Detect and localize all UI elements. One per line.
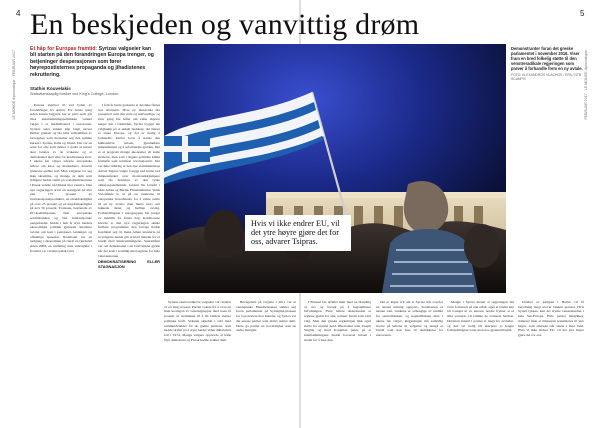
photo-illustration (164, 44, 506, 293)
text-column-8 (518, 300, 584, 421)
column-7-text: Mange i Syriza mener at regjeringen må være forberedt på alle utfall, også at landet kan bli tvunget ut av euroen. Andre frykter at et slikt scenario vil ramme de svakeste hardest. Debatten internt i partiet er langt fra avsluttet, og den vil trolig bli skarpere jo lengre forhandlingene varer uten noe gjennombrudd. (447, 300, 514, 333)
pull-quote: Hvis vi ikke endrer EU, vil det ytre høyre gjøre det for oss, advarer Tsipras. (245, 215, 351, 251)
text-column-1 (30, 103, 92, 421)
column-8-text: Utfallet av kampen i Hellas vil få betydning langt utover landets grenser. Hvis Syriza lykkes, kan det styrke venstrekrefter i hele Sør-Europa. Hvis partiet mislykkes, risikerer man at misnøyen kanaliseres til ytre høyre, som allerede står sterkt i flere land. Hvis vi ikke endrer EU, vil det ytre høyre gjøre det for oss. (518, 300, 584, 337)
byline-role: Statsvitenskaplig forsker ved King's College, London (30, 92, 119, 96)
photo-caption (511, 46, 583, 81)
byline (30, 86, 158, 96)
subheading: DEMOKRATISERING ELLER STAGNASJON (98, 259, 160, 269)
protest-flag-photo (164, 44, 506, 293)
column-3-text: Syrizas ekstraordinære valgseier var resultat av en lang prosess. Partiet vokste fra å være en liten koalisjon av venstregrupper med noen få prosent av stemmene til å bli landets største politiske kraft. Veksten skjedde i takt med sammenbruddet for de gamle partiene, som hadde skiftet på å styre landet siden diktaturets fall i 1974. Mange velgere opplevde at både Nytt demokrati og Pasok hadde sviktet dem. (164, 300, 231, 342)
text-column-3 (164, 300, 231, 421)
text-column-5 (304, 300, 371, 421)
column-5-text: I Brussel ble utfallet møtt med en blanding av uro og forsøk på å bagatellisere betydningen. Flere ledere understreket at reglene gjaldt for alle, uansett hvem som vant valg. Men den greske regjeringen fikk også støtte fra uventet hold. Økonomer som Joseph Stiglitz og Paul Krugman pekte på at innstrammingene hadde forverret krisen i stedet for å løse den. (304, 300, 371, 342)
text-column-7 (447, 300, 514, 421)
column-4-text: Bevegelsen på torgene i 2011 var et vendepunkt. Hundretusener samlet seg foran parlamentet på Syntagma-plassen for å protestere mot kuttene, og Syriza var det eneste partiet som aktivt støttet dem. Dette ga partiet en troverdighet som de andre manglet. (236, 300, 296, 333)
column-2-text: I fem år hørte grekerne at det ikke fantes noe alternativ. Hver ny låneavtale ble presentert som den siste og nødvendige, og hver gang ble løftet om vekst skjøvet lenger inn i framtiden. Syriza bygget sin valgkamp på et enkelt budskap: det finnes et annet Europa, og det er mulig å forhandle. Partiet lovet å stanse den humanitære krisen, gjeninnføre minstelønnen og å reforhandle gjelden. Det er et program mange økonomer vil kalle moderat, men som i dagens politiske klima framstår som nærmest revolusionært. Det var ikke tilfeldig at den nye statsministeren Alexis Tsipras valgte å legge ned krans ved minnesmerket over motstandskjempere som ble henrettet av den tyske okkupasjonsmakten. Gesten ble forstått i både Athen og Berlin. Finansminister Yanis Varoufakis la ut på en rundreise til europeiske hovedsteder for å vinne støtte til en ny avtale, men møtte stort sett lukkede dører og høflige avslag. Forhandlingene i eurogruppen ble preget av mistillit fra første dag. Kreditorene krevde at den nye regjeringen skulle fullføre programmet den forrige hadde forpliktet seg til, mens Athen insisterte på at velgerne hadde gitt et klart mandat for et brudd med innstrammingene. Spørsmålet var om demokratiet i ett land kunne gjelde når det kom i konflikt med reglene for hele valutaunionen. (98, 103, 160, 258)
photo-credit: FOTO: ALEXANDROS VLACHOS / EPA / NTB SCANPIX (511, 73, 582, 82)
deck-kicker: Et håp for Europas framtid: (30, 46, 98, 52)
running-footer-left: LE MONDE diplomatique · FEBRUAR 2017 (12, 50, 16, 120)
caption-text: Demonstranter foran det greske parlamentet i november 2016. Viser fram en bred folkelig støtte til den venstreradikale regjeringen som prøver å forhandle frem en ny avtale. (511, 46, 583, 72)
page-number-right: 5 (580, 9, 585, 18)
running-footer-right: FEBRUAR 2017 · LE MONDE diplomatique (584, 50, 588, 120)
column-1-text: Europa skjelvet til ved lyden av forandringer fra Athen. For første gang siden krisen begynte har et parti som går imot innstrammingspolitikken vunnet valget i et medlemsland i eurosonen. Syrizas seier vekket håp langt utover Hellas' grenser og ble hilst velkommen av bevegelser som motsetter seg den samme kursen i Spania, Italia og Irland. Det var en seier for alle som nekter å godta at krisen skal betales av de svakeste og at demokratiet skal vike for kreditorenes krav. I ukene før valget advarte europeiske ledere om kaos og markedsuro dersom grekerne stemte feil. Men velgerne lot seg ikke skremme, og mange av dem som tidligere hadde stemt på sosialdemokratene i Pasok vendte nå blikket mot venstre. Den nye regjeringen arvet en statsgjeld på mer enn 175 prosent av bruttonasjonalproduktet, en arbeidsledighet på over 25 prosent og en ungdomsledighet på nær 50 prosent. Troikaen, bestående av EU-kommisjonen, Den europeiske sentralbanken og Det internasjonale pengefondet, hadde i fem år styrt landets økonomiske politikk gjennom detaljerte avtaler om kutt i pensjoner, lønninger og offentlige tjenester. Resultatet var en nedgang i økonomien på rundt en fjerdedel siden 2008, en utvikling uten sidestykke i fredstid i et vesteuropeisk land. (30, 103, 92, 253)
byline-author: Stathis Kouvelakis (30, 86, 71, 91)
deck-text: Syrizas valgseier kan bli starten på den forandringen Europa trenger, og betjeninger desperasjonen som fører høyrepostisternes propaganda og jihadistenes rekruttering. (30, 46, 154, 78)
column-6-text: Det er ingen tvil om at Syriza står overfor en nesten umulig oppgave. Statskassen er nesten tom, bankene er avhengige av nødlån fra sentralbanken, og kapitalflukten økte i ukene før valget. Regjeringen må samtidig levere på løftene til velgerne og unngå et brudd som kan føre til utelukkelse fra eurosonen. (376, 300, 443, 337)
article-headline: En beskjeden og vanvittig drøm (30, 8, 420, 41)
text-column-6 (376, 300, 443, 421)
page-number-left: 4 (16, 9, 21, 18)
text-column-2 (98, 103, 160, 421)
article-deck (30, 46, 158, 78)
text-column-4 (236, 300, 296, 421)
